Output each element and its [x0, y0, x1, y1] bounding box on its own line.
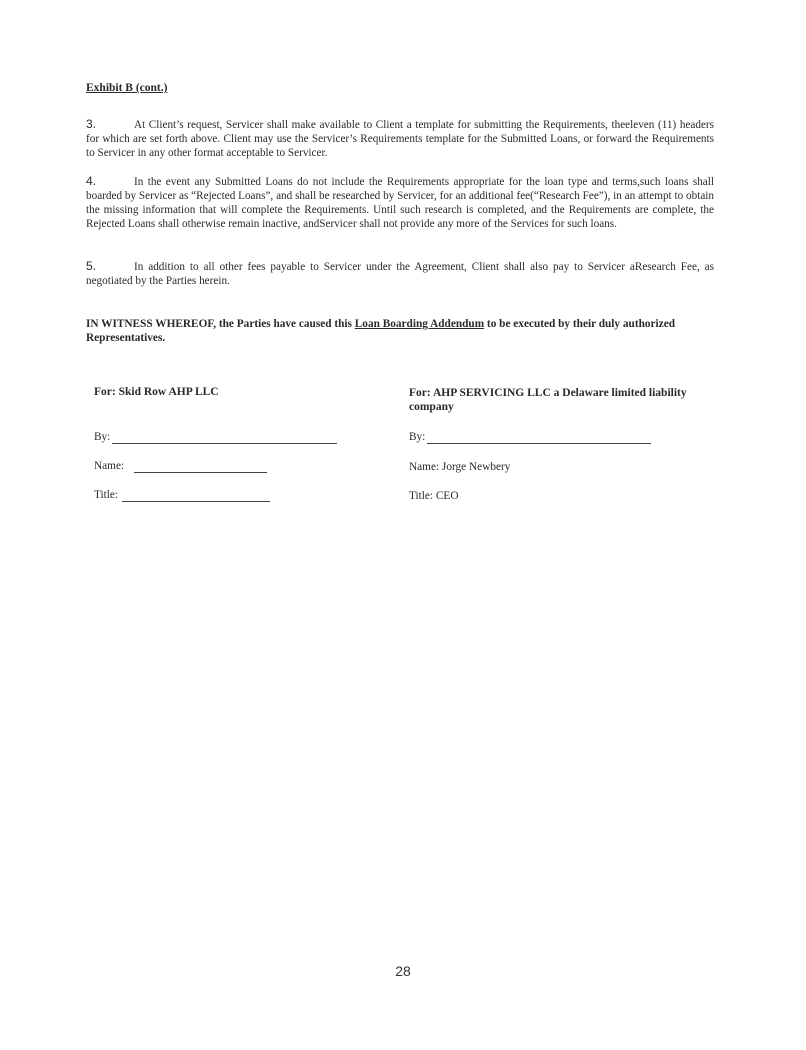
servicer-by-line — [409, 430, 651, 444]
servicer-title-line — [409, 489, 459, 503]
signature-blank — [112, 432, 337, 444]
servicer-name-line — [409, 460, 510, 474]
signer-title: Title: CEO — [409, 490, 459, 502]
title-blank — [122, 490, 270, 502]
paragraph-5 — [86, 259, 714, 288]
by-label: By: — [94, 431, 111, 443]
paragraph-text: In addition to all other fees payable to Servicer under the Agreement, Client shall also pay to Servicer aResearch Fee, as negotiated by the Parties herein. — [86, 261, 714, 287]
client-signature-heading: For: Skid Row AHP LLC — [94, 386, 219, 398]
addendum-title: Loan Boarding Addendum — [354, 318, 485, 330]
paragraph-text: In the event any Submitted Loans do not include the Requirements appropriate for the loan type and terms,such loans shall boarded by Servicer as “Rejected Loans”, and shall be researched by Servicer, for an additional fee(“Research Fee”), in an attempt to obtain the missing information that will complete the Requirements. Until such research is completed, and the Requirements are complete, the Rejected Loans shall otherwise remain inactive, andServicer shall not provide any more of the Services for such loans. — [86, 176, 714, 230]
exhibit-heading: Exhibit B (cont.) — [86, 82, 168, 94]
by-label: By: — [409, 431, 426, 443]
paragraph-4 — [86, 174, 714, 231]
title-label: Title: — [94, 489, 119, 501]
client-by-line — [94, 430, 337, 444]
client-title-line — [94, 488, 270, 502]
paragraph-number: 4. — [86, 174, 97, 188]
name-blank — [134, 461, 267, 473]
paragraph-3 — [86, 117, 714, 160]
paragraph-number: 5. — [86, 259, 97, 273]
witness-clause — [86, 317, 686, 345]
name-label: Name: — [94, 460, 125, 472]
paragraph-number: 3. — [86, 117, 97, 131]
witness-text-before: IN WITNESS WHEREOF, the Parties have caused this — [86, 318, 355, 330]
client-name-line — [94, 459, 267, 473]
witness-text-after: to be executed by their duly authorized Representatives. — [86, 318, 675, 344]
signer-name: Name: Jorge Newbery — [409, 461, 511, 473]
servicer-signature-heading: For: AHP SERVICING LLC a Delaware limited liability company — [409, 387, 687, 413]
page-number: 28 — [395, 963, 411, 979]
paragraph-text: At Client’s request, Servicer shall make available to Client a template for submitting the Requirements, theeleven (11) headers for which are set forth above. Client may use the Servicer’s Requirements template for the Submitted Loans, or forward the Requirements to Servicer in any other format acceptable to Servicer. — [86, 119, 714, 159]
signature-blank — [427, 432, 651, 444]
